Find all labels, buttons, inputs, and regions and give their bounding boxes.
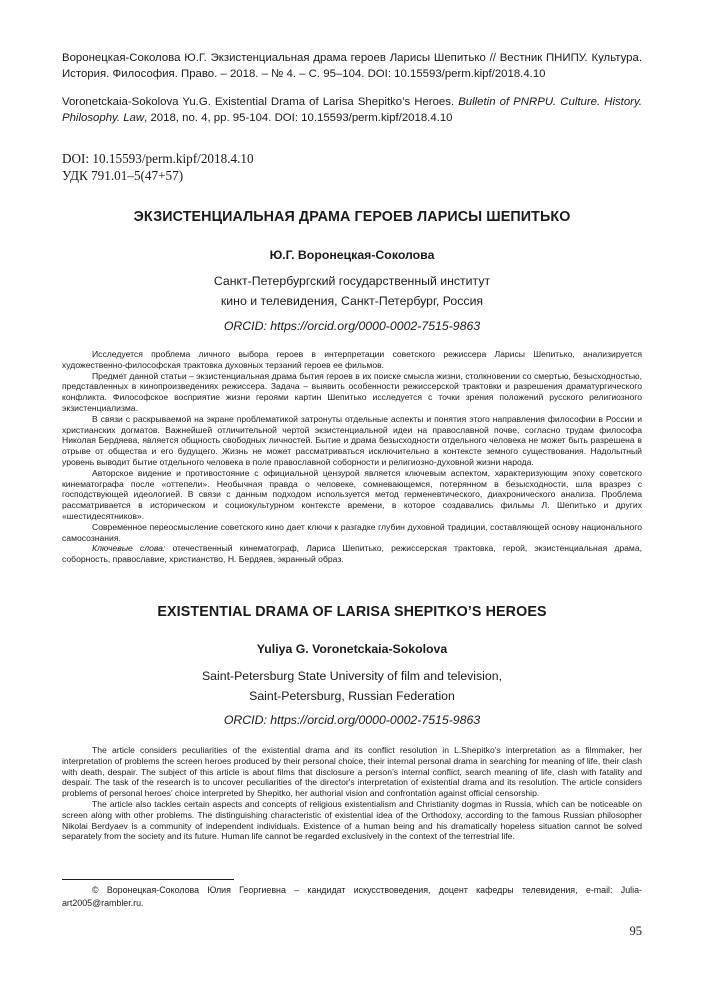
author-footnote: © Воронецкая-Соколова Юлия Георгиевна – кандидат искусствоведения, доцент кафедры телевидения, e-mail: Julia-art2005@rambler.ru. [62, 885, 642, 908]
abstract-paragraph: Исследуется проблема личного выбора героев в интерпретации советского режиссера Ларисы Шепитько, анализируется художественно-философская трактовка духовных терзаний героев ее фильмов. [62, 349, 642, 370]
page-number: 95 [629, 924, 642, 938]
abstract-paragraph: Авторское видение и противостояние с официальной цензурой является ключевым аспектом, характеризующим эпоху советского кинематографа после «оттепели». Необычная правда о человеке, сомневающемся, потерянном в безысходности, шла вразрез с господствующей идеологией. В связи с данным подходом используется метод герменевтического, диахронического анализа. Проблема рассматривается в историческом и социокультурном контексте времени, в которое создавались фильмы Л. Шепитько и других «шестидесятников». [62, 467, 642, 521]
keywords-list: отечественный кинематограф, Лариса Шепитько, режиссерская трактовка, герой, экзистенциальная драма, соборность, православие, христианство, Н. Бердяев, экранный образ. [62, 543, 643, 565]
author-russian: Ю.Г. Воронецкая-Соколова [269, 248, 435, 262]
udk-line: УДК 791.01–5(47+57) [62, 168, 184, 183]
title-english: EXISTENTIAL DRAMA OF LARISA SHEPITKO’S HEROES [157, 604, 547, 620]
orcid-english: ORCID: https://orcid.org/0000-0002-7515-9863 [223, 713, 481, 727]
keywords-russian [62, 543, 642, 565]
abstract-english [62, 745, 642, 842]
affiliation-russian [62, 271, 642, 311]
citation-english [62, 94, 642, 126]
abstract-paragraph: The article considers peculiarities of the existential drama and its conflict resolution in L.Shepitko's interpretation as a filmmaker, her interpretation of problems the screen heroes produced by their personal choice, their internal personal drama in searching for meaning of life, their clash with death, despair. The subject of this article is about films that disclosure a person’s internal conflict, search meaning of life, clash with fatality and despair. The task of the research is to uncover peculiarities of the director's interpretation of existential drama and its resolution. The article considers problems of personal heroes’ choice interpreted by Shepitko, her authorial vision and confrontation against official censorship. [62, 745, 642, 799]
abstract-paragraph: В связи с раскрываемой на экране проблематикой затронуты отдельные аспекты и понятия этого направления философии в России и христианских догматов. Важнейшей отличительной чертой экзистенциальной идеи на православной почве, согласно трудам философа Николая Бердяева, является общность свободных личностей. Бытие и драма безысходности отдельного человека не может быть разрешена в отрыве от общества и его будущего. Жизнь не может рассматриваться исключительно в контексте земного существования. Надолытный уровень выводит бытие отдельного человека в поле православной соборности и религиозно-духовной жизни народа. [62, 413, 642, 467]
affiliation-english-line1: Saint-Petersburg State University of film and television, [201, 669, 503, 683]
title-russian: ЭКЗИСТЕНЦИАЛЬНАЯ ДРАМА ГЕРОЕВ ЛАРИСЫ ШЕПИТЬКО [133, 209, 571, 225]
keywords-label: Ключевые слова: [92, 543, 166, 554]
citation-english-authors: Voronetckaia-Sokolova Yu.G. Existential Drama of Larisa Shepitko’s Heroes. [62, 96, 459, 108]
citation-english-journal: Bulletin of PNRPU. Culture. History. Philosophy. Law [62, 96, 642, 124]
abstract-paragraph: The article also tackles certain aspects and concepts of religious existentialism and Christianity dogmas in Russia, which can be noticeable on screen along with other problems. The distinguishing characteristic of existential idea of the Orthodoxy, according to the famous Russian philosopher Nikolai Berdyaev is a community of independent individuals. Existence of a human being and his dramatically hopeless situation cannot be solved separately from the society and its future. Human life cannot be regarded exclusively in the context of the terrestrial life. [62, 798, 642, 842]
citation-english-details: , 2018, no. 4, pp. 95-104. DOI: 10.15593/perm.kipf/2018.4.10 [144, 112, 453, 124]
affiliation-russian-line2: кино и телевидения, Санкт-Петербург, Россия [220, 294, 484, 308]
affiliation-russian-line1: Санкт-Петербургский государственный институт [213, 274, 491, 288]
author-english: Yuliya G. Voronetckaia-Sokolova [256, 642, 448, 656]
abstract-paragraph: Предмет данной статьи – экзистенциальная драма бытия героев в их поиске смысла жизни, столкновении со смертью, безысходностью, представленных в кинопроизведениях режиссера. Задача – выявить особенности режиссерской трактовки и разрешения драматургического конфликта. Философское восприятие жизни героями картин Шепитько исследуется с точки зрения положений русского религиозного экзистенциализма. [62, 370, 642, 413]
doi-line: DOI: 10.15593/perm.kipf/2018.4.10 [62, 151, 254, 166]
abstract-russian [62, 349, 642, 565]
orcid-russian: ORCID: https://orcid.org/0000-0002-7515-9863 [223, 319, 481, 333]
citation-russian: Воронецкая-Соколова Ю.Г. Экзистенциальная драма героев Ларисы Шепитько // Вестник ПНИПУ. Культура. История. Философия. Право. – 2018. – № 4. – С. 95–104. DOI: 10.15593/perm.kipf/2018.4.10 [62, 52, 642, 80]
affiliation-english-line2: Saint-Petersburg, Russian Federation [249, 689, 455, 703]
affiliation-english [62, 666, 642, 706]
abstract-paragraph: Современное переосмысление советского кино дает ключи к разгадке глубин духовной традиции, составляющей основу национального самосознания. [62, 521, 642, 543]
footnote-divider [62, 879, 234, 880]
